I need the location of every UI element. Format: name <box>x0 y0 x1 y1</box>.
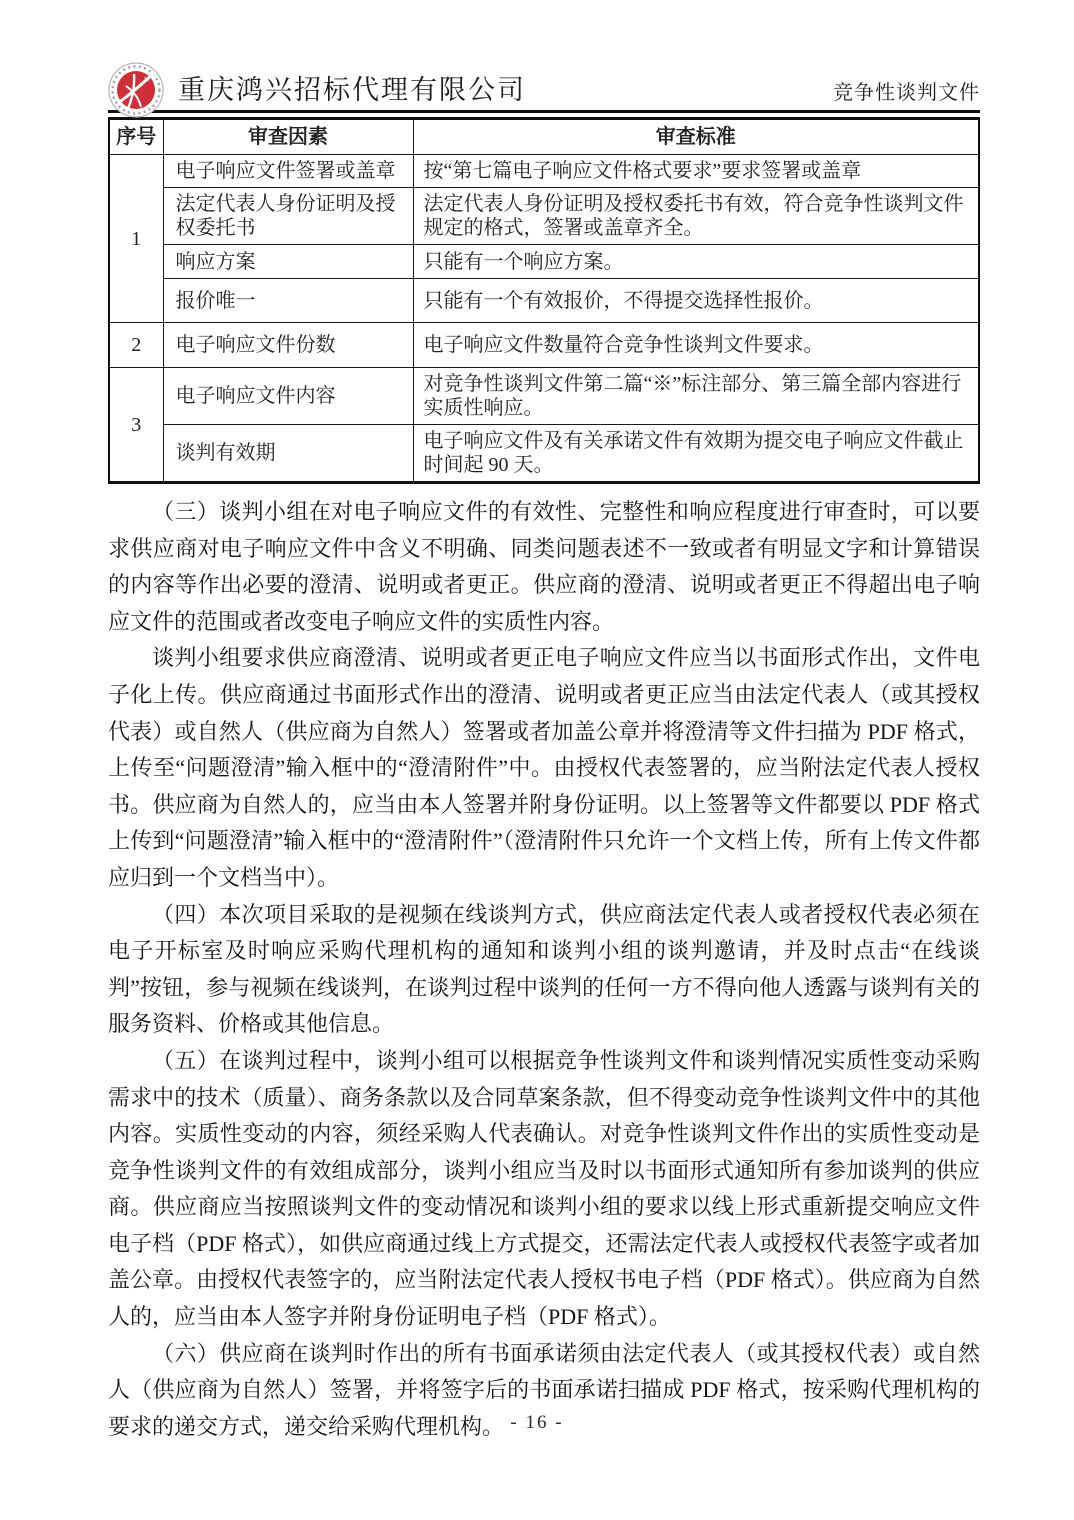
group-no: 1 <box>109 155 163 323</box>
factor-cell: 谈判有效期 <box>163 425 413 483</box>
svg-text:✕: ✕ <box>143 75 150 84</box>
factor-cell: 法定代表人身份证明及授权委托书 <box>163 188 413 245</box>
company-logo-icon <box>108 62 164 118</box>
table-row <box>109 155 979 188</box>
body-text <box>108 494 980 1445</box>
paragraph-5: （五）在谈判过程中，谈判小组可以根据竞争性谈判文件和谈判情况实质性变动采购需求中的技术（质量）、商务条款以及合同草案条款，但不得变动竞争性谈判文件中的其他内容。实质性变动的内容，须经采购人代表确认。对竞争性谈判文件作出的实质性变动是竞争性谈判文件的有效组成部分，谈判小组应当及时以书面形式通知所有参加谈判的供应商。供应商应当按照谈判文件的变动情况和谈判小组的要求以线上形式重新提交响应文件电子档（PDF 格式），如供应商通过线上方式提交，还需法定代表人或授权代表签字或者加盖公章。由授权代表签字的，应当附法定代表人授权书电子档（PDF 格式）。供应商为自然人的，应当由本人签字并附身份证明电子档（PDF 格式）。 <box>108 1047 980 1330</box>
page-number: - 16 - <box>510 1412 564 1433</box>
group-no: 2 <box>109 323 163 368</box>
factor-cell: 响应方案 <box>163 245 413 279</box>
review-criteria-table <box>108 117 980 484</box>
table-header-row <box>109 119 979 155</box>
doc-type-label: 竞争性谈判文件 <box>833 82 980 104</box>
table-row <box>109 425 979 483</box>
paragraph-clarification: 谈判小组要求供应商澄清、说明或者更正电子响应文件应当以书面形式作出，文件电子化上传。供应商通过书面形式作出的澄清、说明或者更正应当由法定代表人（或其授权代表）或自然人（供应商为自然人）签署或者加盖公章并将澄清等文件扫描为 PDF 格式，上传至“问题澄清”输入框中的“澄清附件”中。由授权代表签署的，应当附法定代表人授权书。供应商为自然人的，应当由本人签署并附身份证明。以上签署等文件都要以 PDF 格式上传到“问题澄清”输入框中的“澄清附件”（澄清附件只允许一个文档上传，所有上传文件都应归到一个文档当中）。 <box>108 645 980 890</box>
table-row <box>109 188 979 245</box>
table-row <box>109 245 979 279</box>
page-content <box>108 0 980 1445</box>
standard-cell: 对竞争性谈判文件第二篇“※”标注部分、第三篇全部内容进行实质性响应。 <box>413 368 979 425</box>
factor-cell: 电子响应文件内容 <box>163 368 413 425</box>
standard-cell: 电子响应文件及有关承诺文件有效期为提交电子响应文件截止时间起 90 天。 <box>413 425 979 483</box>
standard-cell: 法定代表人身份证明及授权委托书有效，符合竞争性谈判文件规定的格式，签署或盖章齐全。 <box>413 188 979 245</box>
factor-cell: 报价唯一 <box>163 279 413 323</box>
col-header-factor: 审查因素 <box>163 119 413 155</box>
paragraph-6: （六）供应商在谈判时作出的所有书面承诺须由法定代表人（或其授权代表）或自然人（供应商为自然人）签署，并将签字后的书面承诺扫描成 PDF 格式，按采购代理机构的要求的递交方式，递交给采购代理机构。 <box>108 1340 980 1439</box>
factor-cell: 电子响应文件签署或盖章 <box>163 155 413 188</box>
standard-cell: 只能有一个响应方案。 <box>413 245 979 279</box>
paragraph-3: （三）谈判小组在对电子响应文件的有效性、完整性和响应程度进行审查时，可以要求供应商对电子响应文件中含义不明确、同类问题表述不一致或者有明显文字和计算错误的内容等作出必要的澄清、说明或者更正。供应商的澄清、说明或者更正不得超出电子响应文件的范围或者改变电子响应文件的实质性内容。 <box>108 499 980 634</box>
group-no: 3 <box>109 368 163 483</box>
paragraph-4: （四）本次项目采取的是视频在线谈判方式，供应商法定代表人或者授权代表必须在电子开标室及时响应采购代理机构的通知和谈判小组的谈判邀请，并及时点击“在线谈判”按钮，参与视频在线谈判，在谈判过程中谈判的任何一方不得向他人透露与谈判有关的服务资料、价格或其他信息。 <box>108 901 980 1037</box>
standard-cell: 按“第七篇电子响应文件格式要求”要求签署或盖章 <box>413 155 979 188</box>
table-row <box>109 368 979 425</box>
col-header-no: 序号 <box>109 119 163 155</box>
company-logo-svg <box>108 62 164 118</box>
table-row <box>109 323 979 368</box>
table-row <box>109 279 979 323</box>
company-name: 重庆鸿兴招标代理有限公司 <box>178 75 526 105</box>
standard-cell: 电子响应文件数量符合竞争性谈判文件要求。 <box>413 323 979 368</box>
factor-cell: 电子响应文件份数 <box>163 323 413 368</box>
page-header <box>108 0 980 113</box>
col-header-standard: 审查标准 <box>413 119 979 155</box>
standard-cell: 只能有一个有效报价，不得提交选择性报价。 <box>413 279 979 323</box>
header-left <box>108 62 526 110</box>
